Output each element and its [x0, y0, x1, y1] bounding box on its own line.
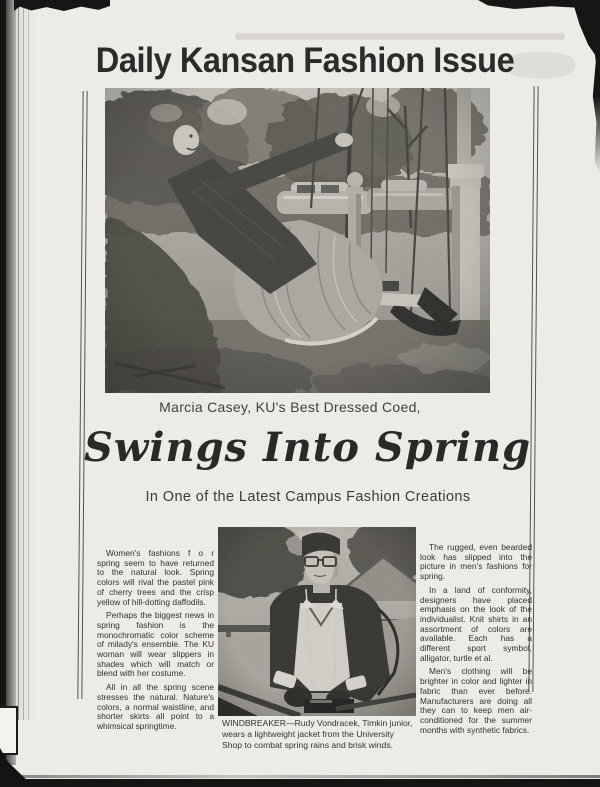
- scan-crease-lines: [16, 0, 34, 720]
- article-column-left: [97, 549, 214, 736]
- windbreaker-photo-illustration: [218, 527, 416, 716]
- paragraph: Perhaps the biggest news in spring fashion is the monochromatic color scheme of milady's ensemble. The KU woman will wear slippers in shades which will match or blend with her costume.: [97, 610, 214, 679]
- windbreaker-photo: [218, 527, 416, 716]
- scan-page-bottom-edge: [0, 775, 600, 778]
- feature-subheadline: In One of the Latest Campus Fashion Creations: [145, 489, 471, 505]
- paragraph: Women's fashions f o r spring seem to have returned to the natural look. Spring colors will rival the pastel pink of cherry trees and the crisp yellow of hill-dotting daffodils.: [97, 548, 214, 607]
- swing-photo-illustration: [105, 88, 490, 393]
- scan-edge-bottom: [0, 779, 600, 787]
- windbreaker-photo-caption: WINDBREAKER—Rudy Vondracek, Timkin junior, wears a lightweight jacket from the University Shop to combat spring rains and brisk winds.: [222, 718, 413, 750]
- feature-headline: Swings Into Spring: [83, 424, 532, 471]
- paragraph: The rugged, even bearded look has slipped into the picture in men's fashions for spring.: [420, 542, 532, 582]
- paragraph: Men's clothing will be brighter in color and lighter in fabric than ever before. Manufacturers are doing all they can to keep men air-conditioned for the summer months with synthetic fabrics.: [420, 666, 532, 735]
- page-title: Daily Kansan Fashion Issue: [95, 41, 515, 80]
- swing-photo: [105, 88, 490, 393]
- column-rule-left: [77, 91, 87, 699]
- article-column-right: [420, 543, 532, 739]
- paragraph: All in all the spring scene stresses the natural. Nature's colors, a normal waistline, and shorter skirts all point to a whimsical springtime.: [97, 682, 214, 731]
- scan-edge-top-left: [14, 0, 110, 11]
- scan-smudge: [235, 33, 565, 40]
- scan-page-stack-edge: [6, 0, 16, 765]
- paragraph: In a land of conformity, designers have placed emphasis on the look of the individualist. Knit shirts in an assortment of colors are available. Each has a different sport symbol, alligator, turtle et al.: [420, 584, 532, 663]
- swing-photo-caption: Marcia Casey, KU's Best Dressed Coed,: [159, 399, 421, 415]
- adjacent-page-corner: [0, 706, 18, 755]
